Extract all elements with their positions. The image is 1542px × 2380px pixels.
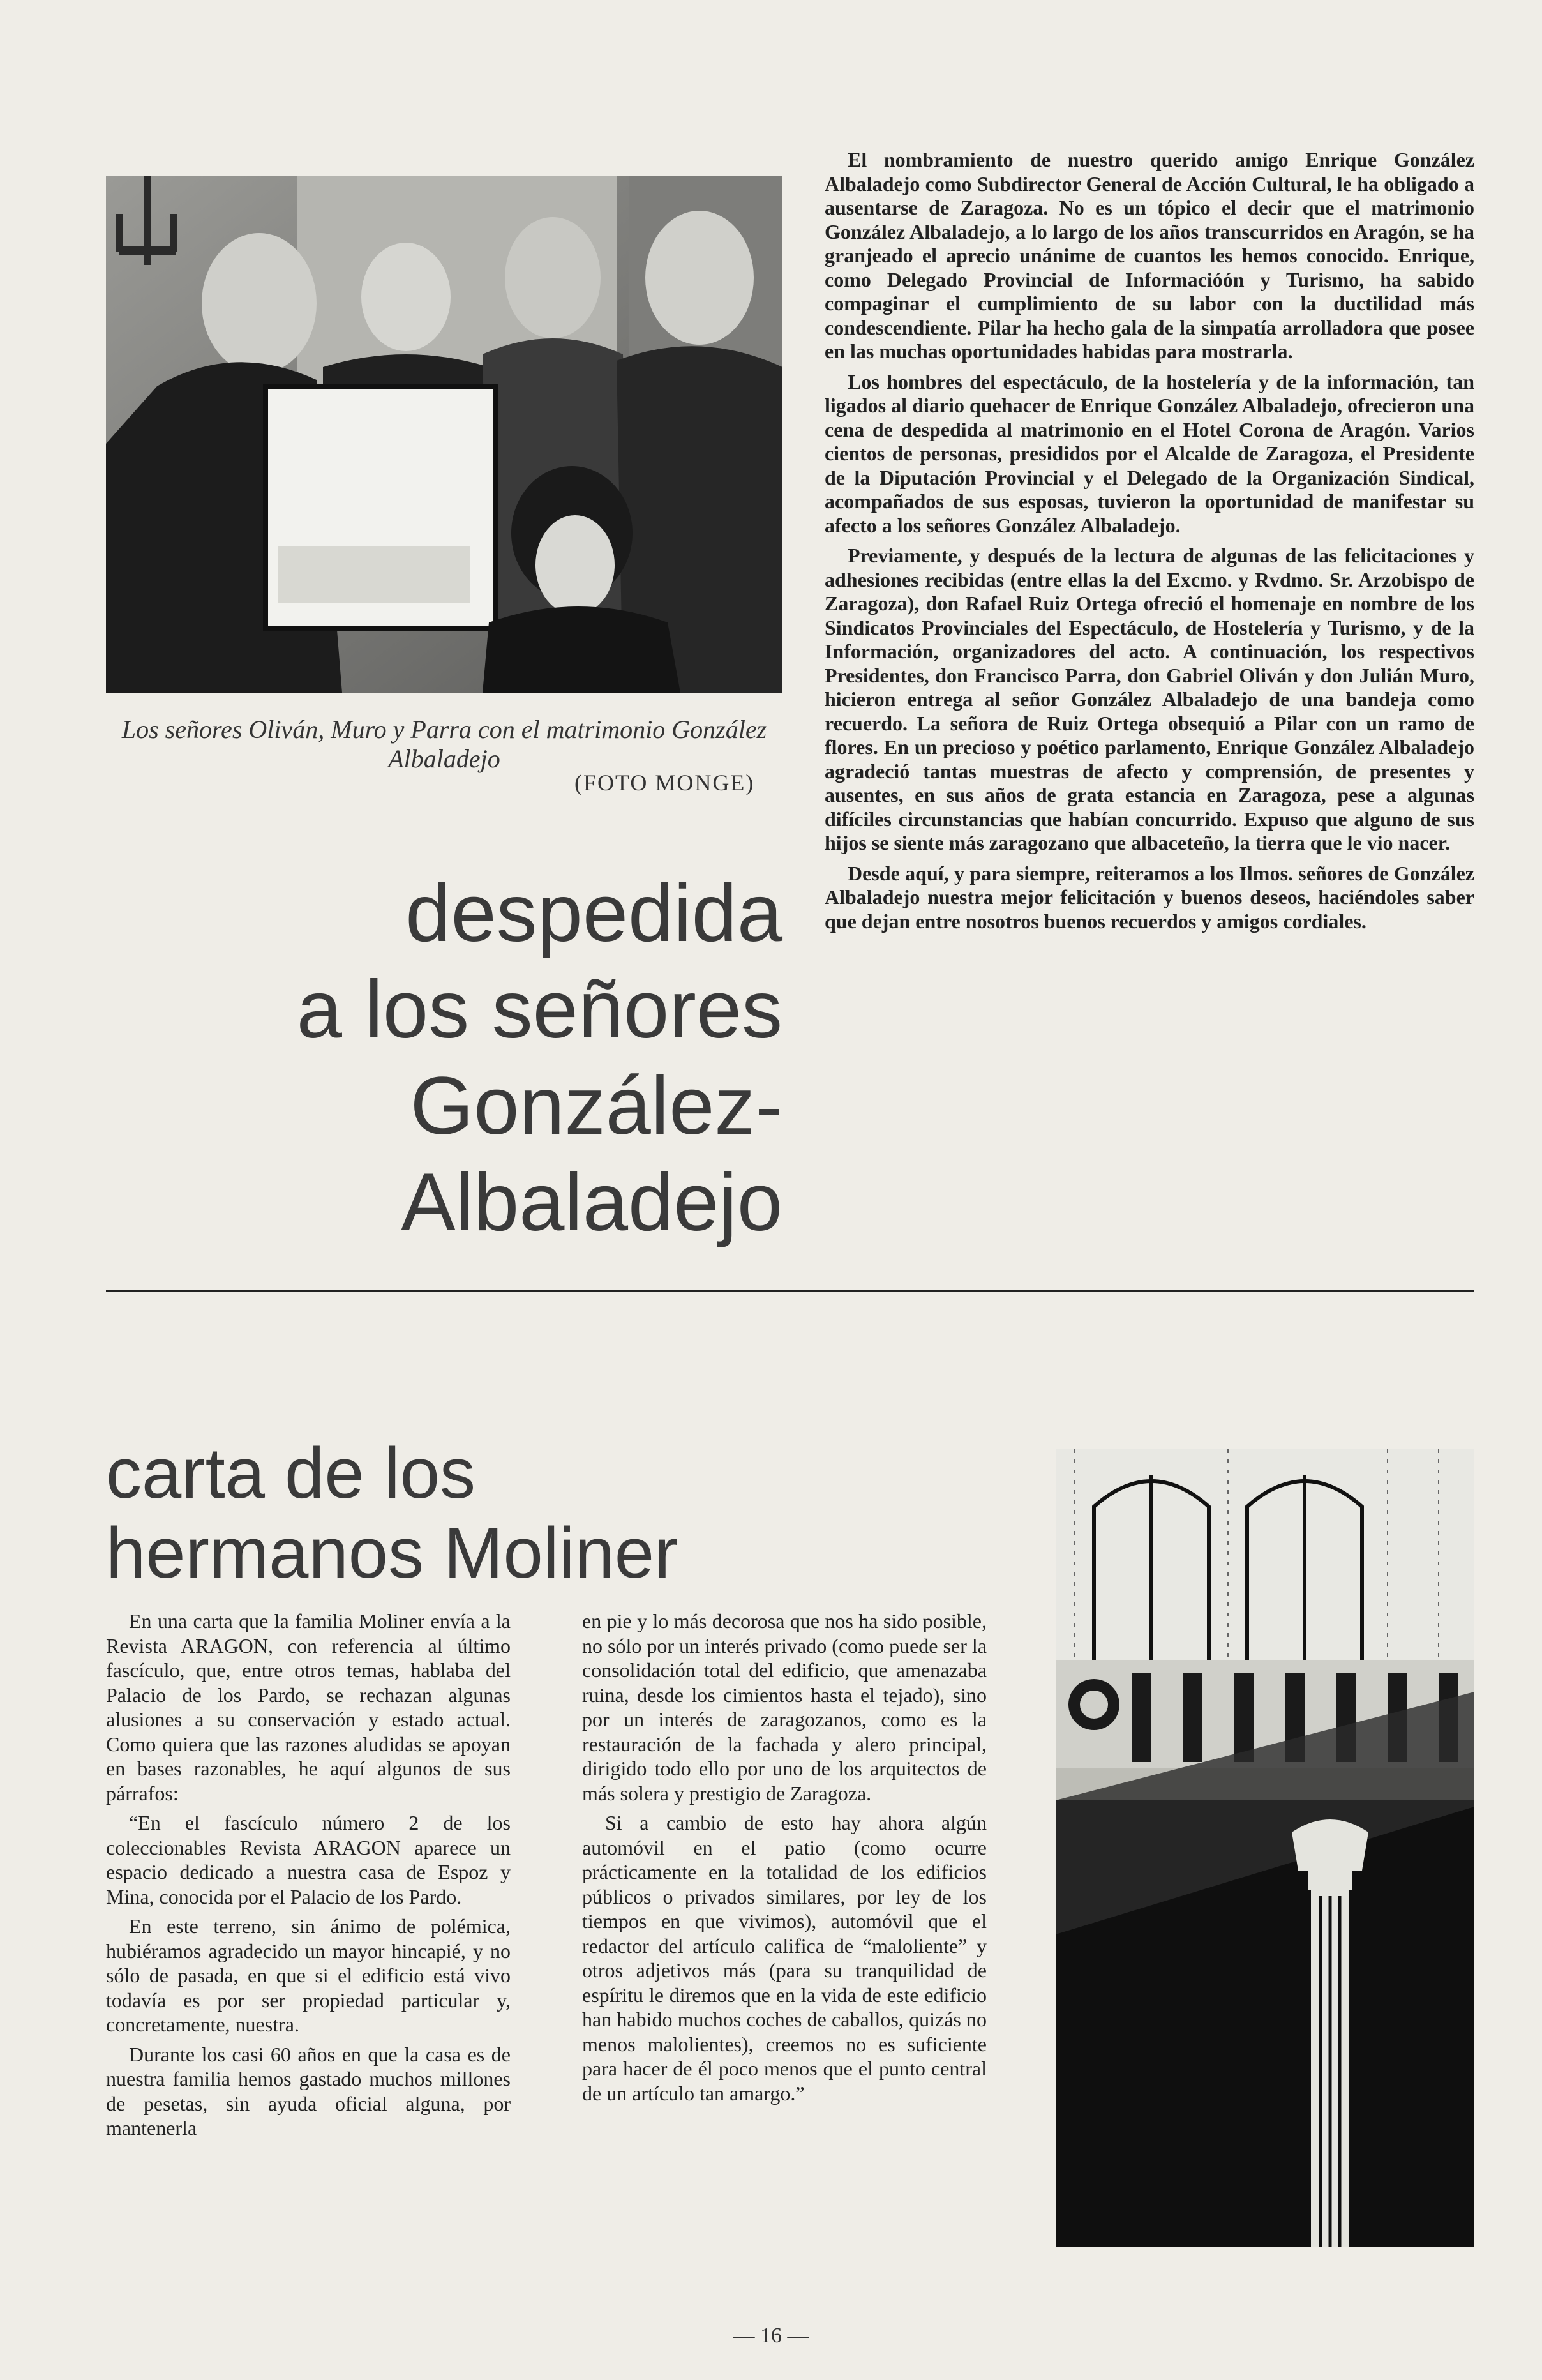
courtyard-illustration	[1056, 1449, 1474, 2247]
paragraph: Si a cambio de esto hay ahora algún automóvil en el patio (como ocurre prácticamente en la totalidad de los edificios públicos o privados similares, por ley de los tiempos en que vivimos), automóvil que el redactor del artículo califica de “maloliente” y otros adjetivos más (para su tranquilidad de espíritu le diremos que en la vida de este edificio han habido muchos coches de caballos, quizás no menos malolientes), creemos no es suficiente para hacer de él poco menos que el punto central de un artículo tan amargo.”	[582, 1811, 987, 2105]
paragraph: El nombramiento de nuestro querido amigo Enrique González Albaladejo como Subdirector General de Acción Cultural, le ha obligado a ausentarse de Zaragoza. No es un tópico el decir que el matrimonio González Albaladejo, a lo largo de los años transcurridos en Aragón, se ha granjeado el aprecio unánime de cuantos les hemos conocido. Enrique, como Delegado Provincial de Informacióón y Turismo, ha sabido compaginar el cumplimiento de su labor con la ductilidad más condescendiente. Pilar ha hecho gala de la simpatía arrolladora que posee en las muchas oportunidades habidas para mostrarla.	[825, 148, 1474, 363]
paragraph: Los hombres del espectáculo, de la hostelería y de la información, tan ligados al diario quehacer de Enrique González Albaladejo, ofrecieron una cena de despedida al matrimonio en el Hotel Corona de Aragón. Varios cientos de personas, presididos por el Alcalde de Zaragoza, el Presidente de la Diputación Provincial y el Delegado de la Organización Sindical, acompañados de sus esposas, tuvieron la oportunidad de manifestar su afecto a los señores González Albaladejo.	[825, 370, 1474, 537]
article-body-despedida	[825, 148, 1474, 940]
paragraph: Previamente, y después de la lectura de algunas de las felicitaciones y adhesiones recibidas (entre ellas la del Excmo. y Rvdmo. Sr. Arzobispo de Zaragoza), don Rafael Ruiz Ortega ofreció el homenaje en nombre de los Sindicatos Provinciales del Espectáculo, de Hostelería y Turismo, y de la Información, organizadores del acto. A continuación, los respectivos Presidentes, don Francisco Parra, don Gabriel Oliván y don Julián Muro, hicieron entrega al señor González Albaladejo de una bandeja como recuerdo. La señora de Ruiz Ortega obsequió a Pilar con un ramo de flores. En un precioso y poético parlamento, Enrique González Albaladejo agradeció tantas muestras de afecto y comprensión, de presentes y ausentes, en sus años de grata estancia en Zaragoza, pese a algunas difíciles circunstancias que habían concurrido. Expuso que alguno de sus hijos se siente más zaragozano que albaceteño, la tierra que le vio nacer.	[825, 544, 1474, 854]
page-number: — 16 —	[733, 2324, 809, 2347]
paragraph: Durante los casi 60 años en que la casa es de nuestra familia hemos gastado muchos millones de pesetas, sin ayuda oficial alguna, por mantenerla	[106, 2042, 511, 2139]
farewell-photo	[106, 176, 782, 693]
paragraph: En una carta que la familia Moliner envía a la Revista ARAGON, con referencia al último fascículo, que, entre otros temas, hablaba del Palacio de los Pardo, se rechazan algunas alusiones a su conservación y estado actual. Como quiera que las razones aludidas se apoyan en bases razonables, he aquí algunos de sus párrafos:	[106, 1609, 511, 1805]
headline-despedida	[93, 865, 782, 1251]
paragraph: Desde aquí, y para siempre, reiteramos a los Ilmos. señores de González Albaladejo nuestra mejor felicitación y buenos deseos, haciéndoles saber que dejan entre nosotros buenos recuerdos y amigos cordiales.	[825, 861, 1474, 933]
article-body-carta-column-1	[106, 1609, 511, 2146]
headline-carta	[106, 1433, 808, 1593]
headline-line: González-Albaladejo	[401, 1060, 782, 1249]
headline-line: despedida	[405, 868, 782, 959]
section-divider	[106, 1290, 1474, 1292]
photo-credit: (FOTO MONGE)	[574, 770, 755, 795]
headline-line: carta de los	[106, 1433, 475, 1513]
headline-line: hermanos Moliner	[106, 1513, 678, 1593]
paragraph: “En el fascículo número 2 de los coleccionables Revista ARAGON aparece un espacio dedicado a nuestra casa de Espoz y Mina, conocida por el Palacio de los Pardo.	[106, 1811, 511, 1908]
article-body-carta-column-2	[582, 1609, 987, 2111]
paragraph: en pie y lo más decorosa que nos ha sido posible, no sólo por un interés privado (como puede ser la consolidación total del edificio, que amenazaba ruina, desde los cimientos hasta el tejado), sino por un interés de zaragozanos, como es la restauración de la fachada y alero principal, dirigido todo ello por uno de los arquitectos de más solera y prestigio de Zaragoza.	[582, 1609, 987, 1805]
photo-caption: Los señores Oliván, Muro y Parra con el matrimonio González Albaladejo	[121, 715, 767, 773]
paragraph: En este terreno, sin ánimo de polémica, hubiéramos agradecido un mayor hincapié, y no sólo de pasada, en que si el edificio está vivo todavía es por ser propiedad particular y, concretamente, nuestra.	[106, 1915, 511, 2036]
headline-line: a los señores	[296, 964, 782, 1056]
